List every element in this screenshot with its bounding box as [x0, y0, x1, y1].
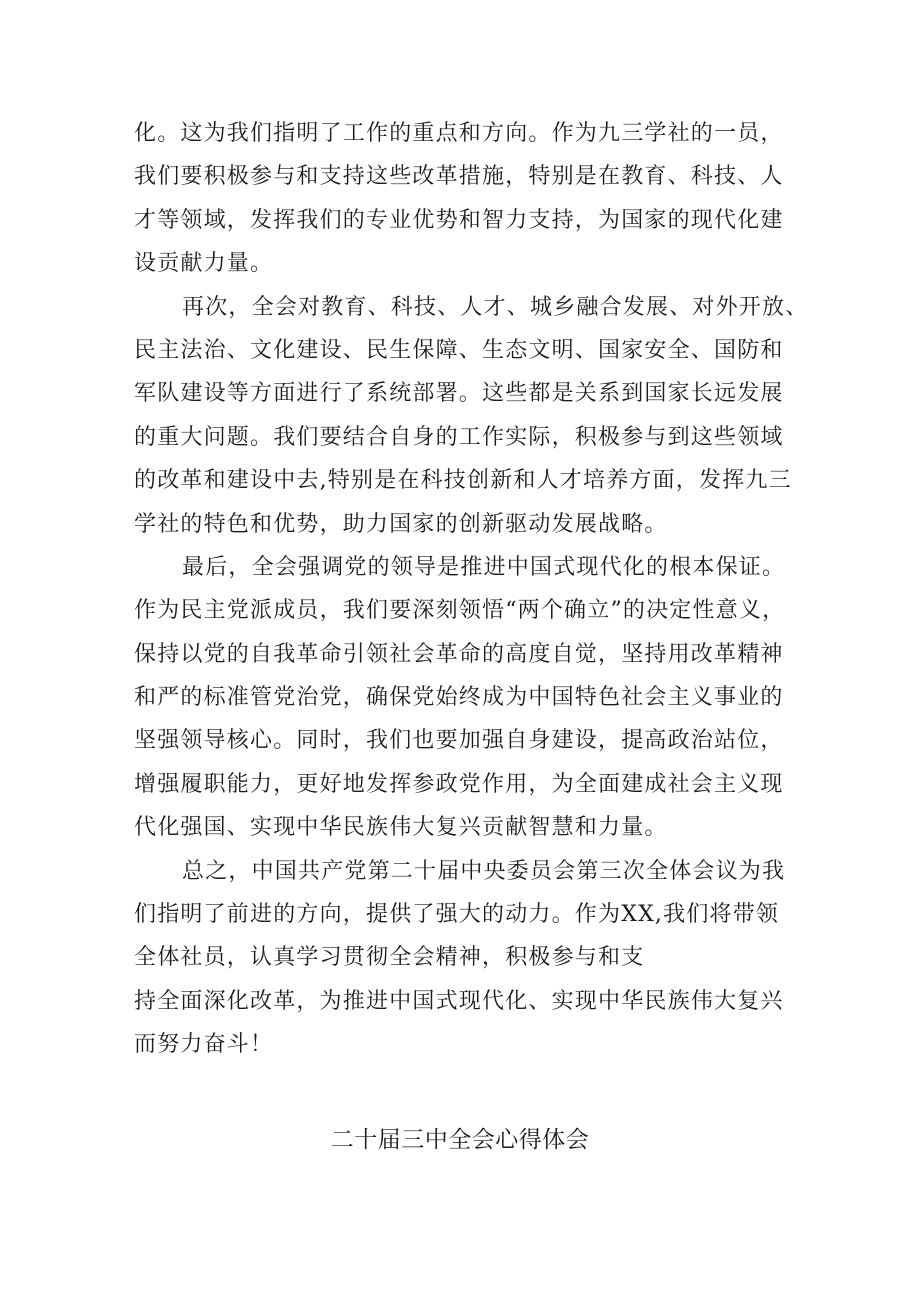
- text-line: 增强履职能力，更好地发挥参政党作用，为全面建成社会主义现: [134, 771, 784, 797]
- text-line: 们指明了前进的方向，提供了强大的动力。作为XX,我们将带领: [134, 902, 780, 928]
- text-line: 保持以党的自我革命引领社会革命的高度自觉，坚持用改革精神: [134, 641, 784, 667]
- text-line: 的重大问题。我们要结合自身的工作实际，积极参与到这些领域: [134, 424, 784, 450]
- text-line: 代化强国、实现中华民族伟大复兴贡献智慧和力量。: [134, 815, 668, 841]
- text-line: 而努力奋斗！: [134, 1032, 274, 1058]
- text-line: 学社的特色和优势，助力国家的创新驱动发展战略。: [134, 511, 668, 537]
- text-line: 持全面深化改革，为推进中国式现代化、实现中华民族伟大复兴: [134, 988, 784, 1014]
- body-text: [134, 112, 814, 1067]
- text-line: 坚强领导核心。同时，我们也要加强自身建设，提高政治站位，: [134, 728, 784, 754]
- text-line: 的改革和建设中去,特别是在科技创新和人才培养方面，发挥九三: [134, 468, 792, 494]
- text-line: 我们要积极参与和支持这些改革措施，特别是在教育、科技、人: [134, 164, 784, 190]
- text-line: 才等领域，发挥我们的专业优势和智力支持，为国家的现代化建: [134, 207, 784, 233]
- section-heading: 二十届三中全会心得体会: [330, 1127, 590, 1153]
- text-line: 军队建设等方面进行了系统部署。这些都是关系到国家长远发展: [134, 381, 784, 407]
- text-line: 最后，全会强调党的领导是推进中国式现代化的根本保证。: [182, 554, 786, 580]
- text-line: 和严的标准管党治党，确保党始终成为中国特色社会主义事业的: [134, 685, 784, 711]
- text-line: 民主法治、文化建设、民生保障、生态文明、国家安全、国防和: [134, 337, 784, 363]
- text-line: 总之，中国共产党第二十届中央委员会第三次全体会议为我: [182, 858, 786, 884]
- text-line: 化。这为我们指明了工作的重点和方向。作为九三学社的一员，: [134, 121, 784, 146]
- text-line: 作为民主党派成员，我们要深刻领悟“两个确立”的决定性意义，: [134, 598, 786, 624]
- text-line: 设贡献力量。: [134, 251, 274, 277]
- text-line: 全体社员，认真学习贯彻全会精神，积极参与和支: [134, 945, 645, 971]
- text-line: 再次，全会对教育、科技、人才、城乡融合发展、对外开放、: [182, 294, 809, 320]
